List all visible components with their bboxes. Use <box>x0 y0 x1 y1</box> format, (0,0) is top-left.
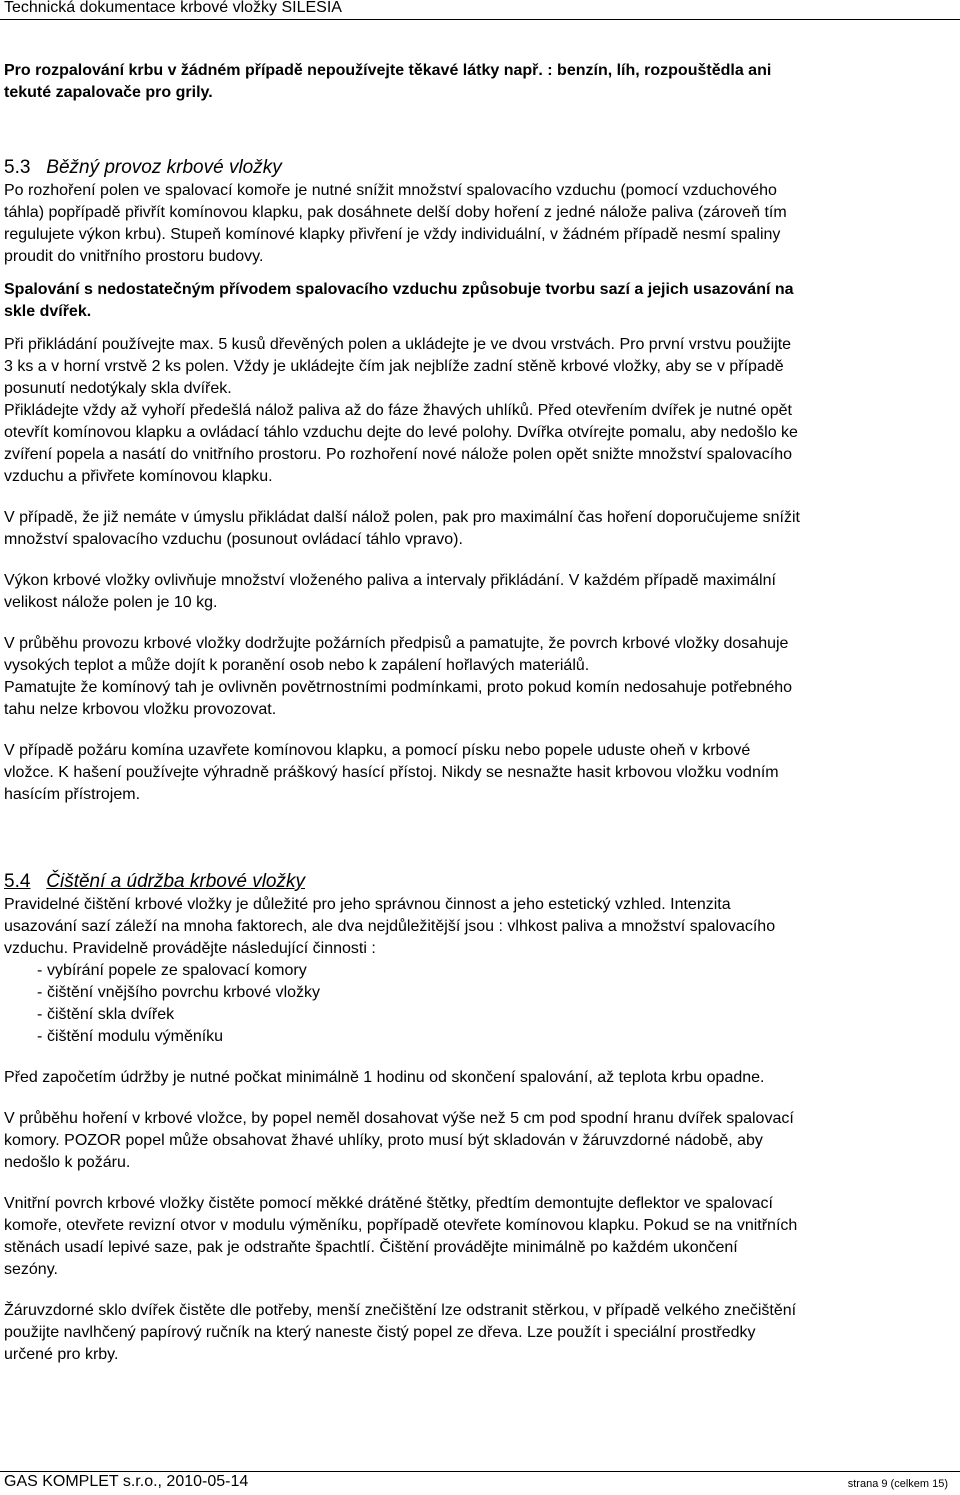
maintenance-list <box>4 960 954 1048</box>
paragraph: V průběhu hoření v krbové vložce, by popel neměl dosahovat výše než 5 cm pod spodní hranu dvířek spalovací komory. POZOR popel může obsahovat žhavé uhlíky, proto musí být skladován v žáruvzdorné nádobě, aby nedošlo k požáru. <box>4 1110 794 1171</box>
paragraph: V průběhu provozu krbové vložky dodržujte požárních předpisů a pamatujte, že povrch krbové vložky dosahuje vysokých teplot a může dojít k poranění osob nebo k zapálení hořlavých materiálů. Pamatujte že komínový tah je ovlivněn povětrnostními podmínkami, proto pokud komín nedosahuje potřebného tahu nelze krbovou vložku provozovat. <box>4 635 793 718</box>
section-title: Čištění a údržba krbové vložky <box>46 871 305 892</box>
section-number: 5.3 <box>4 157 31 178</box>
header-title: Technická dokumentace krbové vložky SILESIA <box>4 0 342 16</box>
list-dash: - <box>37 962 43 979</box>
page-number: strana 9 (celkem 15) <box>847 1478 948 1490</box>
document-body <box>4 60 954 1366</box>
warning-paragraph <box>4 60 954 104</box>
list-item: - čištění skla dvířek <box>4 1004 954 1026</box>
list-dash: - <box>37 1028 43 1045</box>
page-footer <box>0 1471 960 1495</box>
bold-note: Spalování s nedostatečným přívodem spalovacího vzduchu způsobuje tvorbu sazí a jejich usazování na skle dvířek. <box>4 281 794 320</box>
list-dash: - <box>37 1006 43 1023</box>
list-item: - čištění vnějšího povrchu krbové vložky <box>4 982 954 1004</box>
list-item: - vybírání popele ze spalovací komory <box>4 960 954 982</box>
paragraph: Pravidelné čištění krbové vložky je důležité pro jeho správnou činnost a jeho estetický vzhled. Intenzita usazování sazí záleží na mnoha faktorech, ale dva nejdůležitější jsou : vlhkost paliva a množství spalovacího vzduchu. Pravidelně provádějte následující činnosti : <box>4 896 776 957</box>
paragraph: V případě požáru komína uzavřete komínovou klapku, a pomocí písku nebo popele uduste oheň v krbové vložce. K hašení používejte výhradně práškový hasící přístoj. Nikdy se nesnažte hasit krbovou vložku vodním hasícím přístrojem. <box>4 742 779 803</box>
warning-line: tekuté zapalovače pro grily. <box>4 84 213 101</box>
section-number: 5.4 <box>4 871 31 892</box>
footer-company-date: GAS KOMPLET s.r.o., 2010-05-14 <box>4 1473 249 1490</box>
page-header <box>0 0 960 20</box>
paragraph: V případě, že již nemáte v úmyslu přikládat další nálož polen, pak pro maximální čas hoření doporučujeme snížit množství spalovacího vzduchu (posunout ovládací táhlo vpravo). <box>4 509 800 548</box>
paragraph: Před započetím údržby je nutné počkat minimálně 1 hodinu od skončení spalování, až teplota krbu opadne. <box>4 1069 765 1086</box>
footer-divider <box>0 1471 960 1472</box>
section-heading-5-3 <box>4 156 954 180</box>
warning-line: Pro rozpalování krbu v žádném případě nepoužívejte těkavé látky např. : benzín, líh, rozpouštědla ani <box>4 62 772 79</box>
list-dash: - <box>37 984 43 1001</box>
paragraph: Po rozhoření polen ve spalovací komoře je nutné snížit množství spalovacího vzduchu (pomocí vzduchového táhla) popřípadě přivřít komínovou klapku, pak dosáhnete delší doby hoření z jedné nálože paliva (zároveň tím regulujete výkon krbu). Stupeň komínové klapky přivření je vždy individuální, v žádném případě nesmí spaliny proudit do vnitřního prostoru budovy. <box>4 182 787 265</box>
paragraph: Výkon krbové vložky ovlivňuje množství vloženého paliva a intervaly přikládání. V každém případě maximální velikost nálože polen je 10 kg. <box>4 572 776 611</box>
paragraph: Při přikládání používejte max. 5 kusů dřevěných polen a ukládejte je ve dvou vrstvách. Pro první vrstvu použijte 3 ks a v horní vrstvě 2 ks polen. Vždy je ukládejte čím jak nejblíže zadní stěně krbové vložky, aby se v případě posunutí nedotýkaly skla dvířek. Přikládejte vždy až vyhoří předešlá nálož paliva až do fáze žhavých uhlíků. Před otevřením dvířek je nutné opět otevřít komínovou klapku a ovládací táhlo vzduchu dejte do levé polohy. Dvířka otvírejte pomalu, aby nedošlo ke zvíření popela a nasátí do vnitřního prostoru. Po rozhoření nové nálože polen opět snižte množství spalovacího vzduchu a přivřete komínovou klapku. <box>4 336 798 485</box>
paragraph: Žáruvzdorné sklo dvířek čistěte dle potřeby, menší znečištění lze odstranit stěrkou, v případě velkého znečištění použijte navlhčený papírový ručník na který naneste čistý popel ze dřeva. Lze použít i speciální prostředky určené pro krby. <box>4 1302 797 1363</box>
paragraph: Vnitřní povrch krbové vložky čistěte pomocí měkké drátěné štětky, předtím demontujte deflektor ve spalovací komoře, otevřete revizní otvor v modulu výměníku, popřípadě otevřete komínovou klapku. Pokud se na vnitřních stěnách usadí lepivé saze, pak je odstraňte špachtlí. Čištění provádějte minimálně po každém ukončení sezóny. <box>4 1195 798 1278</box>
section-heading-5-4 <box>4 870 954 894</box>
header-divider <box>0 19 960 20</box>
section-title: Běžný provoz krbové vložky <box>46 157 282 178</box>
list-item: - čištění modulu výměníku <box>4 1026 954 1048</box>
